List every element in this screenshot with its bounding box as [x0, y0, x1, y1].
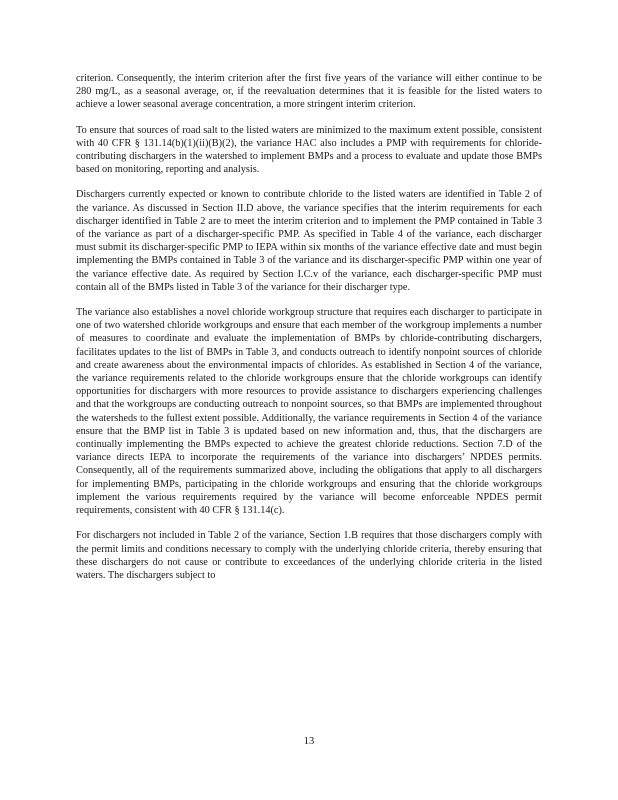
paragraph-dischargers-table-2: Dischargers currently expected or known to contribute chloride to the listed waters are identified in Table 2 of the variance. As discussed in Section II.D above, the variance specifies that the interim requirements for each discharger identified in Table 2 are to meet the interim criterion and to implement the PMP contained in Table 3 of the variance as part of a discharger-specific PMP. As specified in Table 4 of the variance, each discharger must submit its discharger-specific PMP to IEPA within six months of the variance effective date and must begin implementing the BMPs contained in Table 3 of the variance and its discharger-specific PMP within one year of the variance effective date. As required by Section I.C.v of the variance, each discharger-specific PMP must contain all of the BMPs listed in Table 3 of the variance for their discharger type. [76, 189, 542, 293]
paragraph-chloride-workgroup: The variance also establishes a novel chloride workgroup structure that requires each discharger to participate in one of two watershed chloride workgroups and ensure that each member of the workgroup implements a number of measures to coordinate and evaluate the implementation of BMPs by chloride-contributing dischargers, facilitates updates to the list of BMPs in Table 3, and conducts outreach to identify nonpoint sources of chloride and create awareness about the environmental impacts of chlorides. As established in Section 4 of the variance, the variance requirements related to the chloride workgroups ensure that the chloride workgroups can identify opportunities for dischargers with more resources to provide assistance to dischargers experiencing challenges and that the workgroups are conducting outreach to nonpoint sources, so that BMPs are implemented throughout the watersheds to the fullest extent possible. Additionally, the variance requirements in Section 4 of the variance ensure that the BMP list in Table 3 is updated based on new information and, thus, that the dischargers are continually implementing the BMPs expected to achieve the greatest chloride reductions. Section 7.D of the variance directs IEPA to incorporate the requirements of the variance into dischargers’ NPDES permits. Consequently, all of the requirements summarized above, including the obligations that apply to all dischargers for implementing BMPs, participating in the chloride workgroups and ensuring that the chloride workgroups implement the various requirements required by the variance will become enforceable NPDES permit requirements, consistent with 40 CFR § 131.14(c). [76, 307, 542, 517]
paragraph-road-salt-pmp: To ensure that sources of road salt to the listed waters are minimized to the maximum extent possible, consistent with 40 CFR § 131.14(b)(1)(ii)(B)(2), the variance HAC also includes a PMP with requirements for chloride-contributing dischargers in the watershed to implement BMPs and a process to evaluate and update those BMPs based on monitoring, reporting and analysis. [76, 124, 542, 176]
document-body [76, 72, 542, 594]
page-number: 13 [303, 736, 315, 747]
paragraph-interim-criterion: criterion. Consequently, the interim criterion after the first five years of the variance will either continue to be 280 mg/L, as a seasonal average, or, if the reevaluation determines that it is feasible for the listed waters to achieve a lower seasonal average concentration, a more stringent interim criterion. [76, 73, 542, 111]
paragraph-dischargers-not-included: For dischargers not included in Table 2 of the variance, Section 1.B requires that those dischargers comply with the permit limits and conditions necessary to comply with the underlying chloride criteria, thereby ensuring that these dischargers do not cause or contribute to exceedances of the underlying chloride criteria in the listed waters. The dischargers subject to [76, 530, 542, 581]
